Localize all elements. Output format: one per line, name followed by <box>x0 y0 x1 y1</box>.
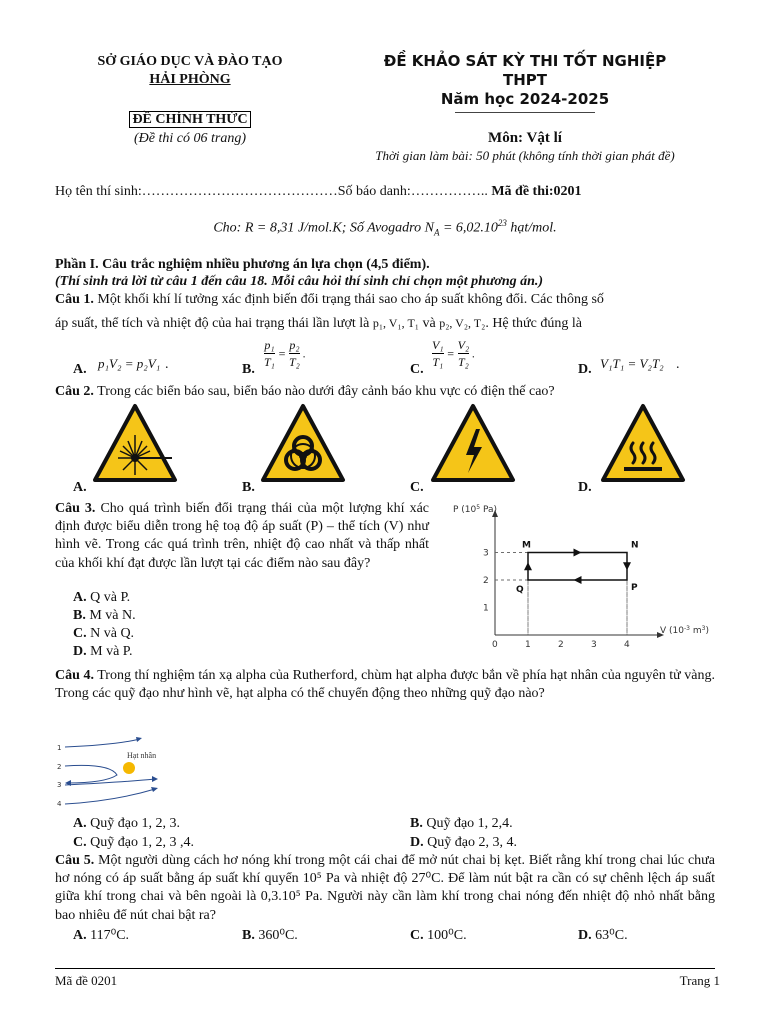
footer-exam-code: Mã đề 0201 <box>55 973 118 988</box>
pv-ytick: 1 <box>483 603 489 614</box>
title-underline <box>455 112 595 113</box>
page-count: (Đề thi có 06 trang) <box>134 131 246 147</box>
pv-point-n: N <box>631 540 639 551</box>
q5-text-a: 117⁰C. <box>86 928 130 943</box>
given-text-a: Cho: R = 8,31 J/mol.K; Số Avogadro N <box>213 220 434 236</box>
q5-text-d: 63⁰C. <box>591 928 628 943</box>
path-label-1: 1 <box>57 744 62 752</box>
footer-page-number: Trang 1 <box>679 973 720 988</box>
q5-option-c[interactable] <box>410 927 467 945</box>
pv-xtick: 4 <box>624 640 630 650</box>
pv-ytick: 2 <box>483 576 489 586</box>
q5-option-b[interactable] <box>242 927 298 945</box>
path-label-4: 4 <box>57 800 62 808</box>
q5-label-c: C. <box>410 928 424 943</box>
q4-option-c[interactable] <box>73 834 194 852</box>
trajectory-2 <box>65 765 117 783</box>
q3-stem <box>55 500 429 573</box>
hot-surface-icon[interactable] <box>600 403 686 483</box>
q1-stem-line2 <box>55 315 720 333</box>
q3-label-d: D. <box>73 644 87 659</box>
q4-label-b: B. <box>410 816 423 831</box>
candidate-info <box>55 183 715 201</box>
q1-state1: p₁, V₁, T₁ <box>372 316 419 330</box>
q5-number: Câu 5. <box>55 853 95 868</box>
pv-direction-arrow <box>524 562 532 570</box>
high-voltage-icon[interactable] <box>430 403 516 483</box>
exam-title-line1: ĐỀ KHẢO SÁT KỲ THI TỐT NGHIỆP <box>383 52 667 70</box>
q4-text-a: Quỹ đạo 1, 2, 3. <box>86 816 180 831</box>
q3-text-a: Q và P. <box>86 590 131 605</box>
official-label: ĐỀ CHÍNH THỨC <box>129 111 250 128</box>
q1-c-num2: V₂ <box>457 338 470 352</box>
q4-option-d[interactable] <box>410 834 517 852</box>
pv-cycle-path <box>528 553 627 581</box>
q3-text: Cho quá trình biến đổi trạng thái của một lượng khí xác định được biểu diễn trong hệ toạ độ áp suất (P) – thể tích (V) như hình vẽ. Trong các quá trình trên, nhiệt độ cao nhất và thấp nhất của khối khí đạt được lần lượt tại các điểm nào sau đây? <box>55 501 429 571</box>
q4-text-c: Quỹ đạo 1, 2, 3 ,4. <box>86 835 194 850</box>
department-line1: SỞ GIÁO DỤC VÀ ĐÀO TẠO <box>97 54 283 69</box>
pv-point-q: Q <box>516 585 524 595</box>
pv-ylabel: P ($10^5$ Pa) <box>453 504 498 515</box>
given-text-b: = 6,02.10 <box>439 220 498 236</box>
laser-warning-icon[interactable] <box>92 403 178 483</box>
pv-origin: 0 <box>492 640 498 650</box>
q3-text-b: M và N. <box>85 608 136 623</box>
q5-label-b: B. <box>242 928 255 943</box>
nucleus-label: Hạt nhân <box>127 751 157 760</box>
q1-option-c[interactable]: $\frac{\text{V₁}}{\text{T₁}}$ = $\frac{\text{V₂}}{\text{T₂}}$ . <box>432 338 476 369</box>
q3-option-a[interactable] <box>73 589 136 607</box>
q5-label-a: A. <box>73 928 87 943</box>
pv-point-p: P <box>631 583 638 593</box>
pv-xtick: 2 <box>558 640 564 650</box>
q3-text-d: M và P. <box>86 644 133 659</box>
q1-b-num2: p₂ <box>289 338 300 352</box>
q1-b-den2: T₂ <box>288 355 300 369</box>
pv-xlabel: V ($10^{-3}$ $m^3$) <box>660 625 709 636</box>
q1-option-b[interactable]: $\frac{\text{p₁}}{\text{T₁}}$ = $\frac{\text{p₂}}{\text{T₂}}$ . <box>264 338 306 369</box>
q4-option-a[interactable] <box>73 815 180 833</box>
nucleus-icon <box>123 762 135 774</box>
part1-title: Phần I. Câu trắc nghiệm nhiều phương án lựa chọn (4,5 điểm). <box>55 257 430 272</box>
q1-state2: p₂, V₂, T₂ <box>439 316 486 330</box>
q1-option-d-dot: . <box>676 357 680 372</box>
q1-label-c[interactable]: C. <box>410 362 424 377</box>
pv-direction-arrow <box>623 562 631 570</box>
pv-ytick: 3 <box>483 548 489 559</box>
q2-label-b[interactable]: B. <box>242 480 255 495</box>
q1-text1: Một khối khí lí tưởng xác định biến đổi trạng thái sao cho áp suất không đổi. Các thông số <box>93 292 604 307</box>
q3-number: Câu 3. <box>55 501 96 516</box>
pv-xtick: 1 <box>525 640 531 650</box>
q1-stem <box>55 291 720 309</box>
q5-stem <box>55 852 715 925</box>
q1-c-den2: T₂ <box>457 355 469 369</box>
given-sup: 23 <box>497 218 507 228</box>
q2-label-a[interactable]: A. <box>73 480 87 495</box>
q3-option-c[interactable] <box>73 625 136 643</box>
q4-text: Trong thí nghiệm tán xạ alpha của Rutherford, chùm hạt alpha được bắn về phía hạt nhân của nguyên tử vàng. Trong các quỹ đạo như hình vẽ, hạt alpha có thể chuyển động theo những quỹ đạo nào? <box>55 668 715 702</box>
q4-label-c: C. <box>73 835 87 850</box>
q1-c-num1: V₁ <box>432 338 444 352</box>
pv-direction-arrow <box>574 549 582 557</box>
q1-b-den1: T₁ <box>264 355 275 369</box>
q4-text-b: Quỹ đạo 1, 2,4. <box>422 816 513 831</box>
q1-number: Câu 1. <box>55 292 94 307</box>
q3-label-b: B. <box>73 608 86 623</box>
q1-option-a[interactable]: p₁V₂ = p₂V₁ <box>98 356 161 371</box>
q1-b-num1: p₁ <box>264 338 275 352</box>
exam-title <box>340 52 710 108</box>
q5-option-a[interactable] <box>73 927 129 945</box>
q1-label-b[interactable]: B. <box>242 362 255 377</box>
q5-option-d[interactable] <box>578 927 628 945</box>
exam-title-line3: Năm học 2024-2025 <box>440 89 610 108</box>
exam-time: Thời gian làm bài: 50 phút (không tính thời gian phát đề) <box>375 148 675 163</box>
trajectory-3 <box>65 779 155 785</box>
trajectory-1 <box>65 739 140 747</box>
path-label-2: 2 <box>57 763 62 771</box>
q3-options <box>73 589 136 661</box>
q2-text: Trong các biển báo sau, biển báo nào dưới đây cảnh báo khu vực có điện thế cao? <box>93 384 555 399</box>
q3-text-c: N và Q. <box>86 626 135 641</box>
q4-label-d: D. <box>410 835 424 850</box>
q1-option-a-dot: . <box>165 357 169 372</box>
candidate-name-field: Họ tên thí sinh:……………………………………Số báo danh:…………….. <box>55 184 488 199</box>
q1-and: và <box>422 316 436 331</box>
q5-text-c: 100⁰C. <box>423 928 467 943</box>
q2-stem <box>55 383 720 401</box>
official-block <box>60 111 320 148</box>
trajectory-4 <box>65 789 155 804</box>
q5-label-d: D. <box>578 928 592 943</box>
path-label-3: 3 <box>57 781 62 789</box>
q1-label-a[interactable]: A. <box>73 362 87 377</box>
given-text-c: hạt/mol. <box>506 220 557 236</box>
footer-rule <box>55 968 715 969</box>
q2-label-d[interactable]: D. <box>578 480 592 495</box>
q1-c-den1: T₁ <box>432 355 444 369</box>
q2-label-c[interactable]: C. <box>410 480 424 495</box>
q3-label-a: A. <box>73 590 87 605</box>
q3-option-b[interactable] <box>73 607 136 625</box>
q4-stem <box>55 667 715 703</box>
part1-instruction: (Thí sinh trả lời từ câu 1 đến câu 18. Mỗi câu hỏi thí sinh chỉ chọn một phương án.) <box>55 274 544 289</box>
department-name <box>60 53 320 89</box>
q5-text-b: 360⁰C. <box>254 928 298 943</box>
rutherford-figure <box>55 735 195 813</box>
q1-option-d[interactable]: V₁T₁ = V₂T₂ <box>600 356 664 371</box>
pv-xtick: 3 <box>591 640 597 650</box>
pv-point-m: M <box>522 540 531 551</box>
q1-text2a: áp suất, thể tích và nhiệt độ của hai trạng thái lần lượt là <box>55 316 370 331</box>
exam-code: Mã đề thi:0201 <box>491 184 582 199</box>
pv-graph <box>445 500 720 650</box>
q4-option-b[interactable] <box>410 815 513 833</box>
q1-text2b: . Hệ thức đúng là <box>485 316 582 331</box>
q5-text: Một người dùng cách hơ nóng khí trong một cái chai để mở nút chai bị kẹt. Biết rằng khí trong chai lúc chưa hơ nóng có áp suất bằng áp suất khí quyển 10⁵ Pa và nhiệt độ 27⁰C. Để làm nút bật ra cần có sự chênh lệch áp suất giữa khí trong chai và bên ngoài là 0,3.10⁵ Pa. Người này cần làm khí trong chai nóng đến nhiệt độ nhỏ nhất bằng bao nhiêu để nút chai bật ra? <box>55 853 715 923</box>
q1-label-d[interactable]: D. <box>578 362 592 377</box>
q4-number: Câu 4. <box>55 668 94 683</box>
given-constants <box>55 218 715 239</box>
q4-text-d: Quỹ đạo 2, 3, 4. <box>423 835 517 850</box>
exam-title-line2: THPT <box>502 70 547 89</box>
pv-direction-arrow <box>574 576 582 584</box>
q4-label-a: A. <box>73 816 87 831</box>
q3-label-c: C. <box>73 626 87 641</box>
subject: Môn: Vật lí <box>488 130 562 146</box>
q3-option-d[interactable] <box>73 643 136 661</box>
q2-number: Câu 2. <box>55 384 94 399</box>
biohazard-icon[interactable] <box>260 403 346 483</box>
given-sub: A <box>433 227 440 238</box>
department-line2: HẢI PHÒNG <box>149 72 231 88</box>
